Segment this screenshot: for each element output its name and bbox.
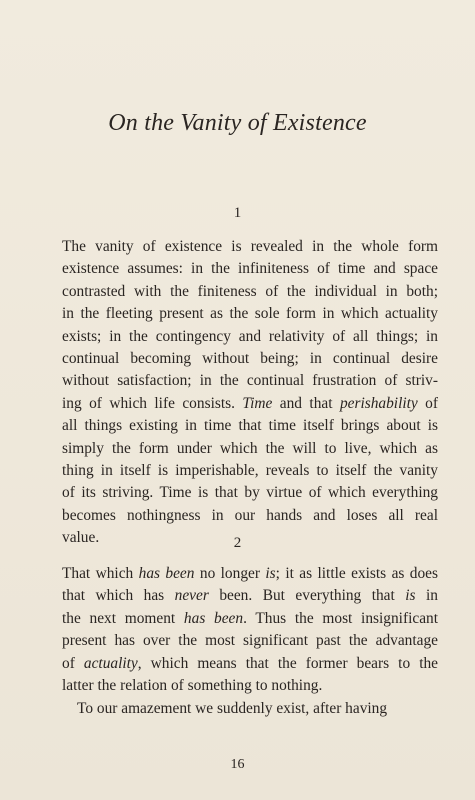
text-line: ing of which life consists. Time and that perishability of (62, 394, 439, 412)
text-line: becomes nothingness in our hands and loses all real (62, 506, 438, 524)
text-line: present has over the most significant past the advantage (62, 632, 438, 650)
text-line: the next moment has been. Thus the most insignificant (62, 609, 438, 627)
emphasis: actuality (83, 654, 138, 672)
text-line: that which has never been. But everything that is in (62, 587, 438, 605)
text-line: existence assumes: in the infiniteness of time and space (62, 260, 438, 278)
emphasis: is (265, 565, 276, 582)
text-line: in the fleeting present as the sole form in which actuality (62, 305, 438, 323)
section-number-1: 1 (233, 205, 242, 221)
text-line: value. (62, 529, 100, 547)
emphasis: never (174, 587, 209, 605)
text-line: without satisfaction; in the continual frustration of striv- (62, 372, 438, 390)
text-line: To our amazement we suddenly exist, after having (77, 700, 388, 717)
text-line: simply the form under which the will to live, which as (62, 439, 438, 457)
section-2-next-paragraph (62, 698, 438, 720)
text-line: thing in itself is imperishable, reveals to itself the vanity (62, 462, 438, 480)
page-title: On the Vanity of Existence (108, 110, 367, 136)
section-2-paragraph (62, 563, 438, 697)
page-number: 16 (230, 757, 245, 772)
emphasis: has been (183, 609, 244, 627)
text-line: contrasted with the finiteness of the individual in both; (62, 282, 438, 300)
text-line: latter the relation of something to nothing. (62, 677, 323, 695)
text-line: That which has been no longer is; it as little exists as does (62, 565, 439, 582)
emphasis: is (405, 587, 416, 605)
text-line: of actuality, which means that the former bears to the (62, 654, 439, 672)
emphasis: has been (138, 565, 195, 582)
text-line: The vanity of existence is revealed in the whole form (62, 238, 438, 255)
text-line: all things existing in time that time itself brings about is (62, 417, 438, 435)
section-1-paragraph (62, 236, 438, 550)
text-line: continual becoming without being; in continual desire (62, 350, 438, 368)
emphasis: perishability (339, 394, 418, 412)
section-number-2: 2 (233, 535, 242, 551)
emphasis: Time (242, 394, 273, 412)
text-line: exists; in the contingency and relativity of all things; in (62, 327, 438, 345)
text-line: of its striving. Time is that by virtue of which everything (62, 484, 438, 502)
